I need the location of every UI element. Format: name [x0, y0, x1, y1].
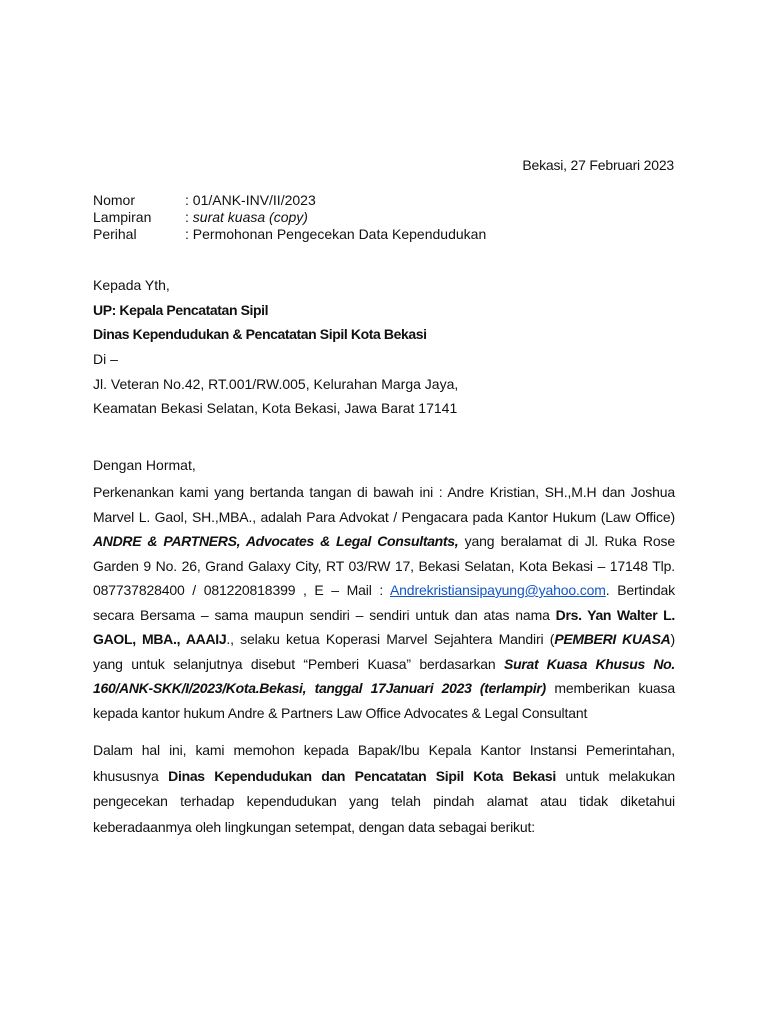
meta-value-perihal: : Permohonan Pengecekan Data Kependudukan: [185, 226, 487, 242]
firm-name: ANDRE & PARTNERS, Advocates & Legal Consultants,: [93, 533, 459, 549]
p1-text-6: memberikan kuasa kepada kantor hukum Andre & Partners Law Office Advocates & Legal Consultant: [93, 680, 675, 721]
greeting: Dengan Hormat,: [93, 457, 196, 473]
letter-date: Bekasi, 27 Februari 2023: [522, 157, 674, 173]
meta-row-nomor: [93, 192, 486, 209]
p2-text-2: untuk melakukan pengecekan terhadap kependudukan yang telah pindah alamat atau tidak diketahui keberadaanmya oleh lingkungan setempat, dengan data sebagai berikut:: [93, 767, 675, 835]
p1-text-1: Perkenankan kami yang bertanda tangan di bawah ini : Andre Kristian, SH.,M.H dan Joshua Marvel L. Gaol, SH.,MBA., adalah Para Advokat / Pengacara pada Kantor Hukum (Law Office): [93, 484, 675, 525]
client-name: Drs. Yan Walter L. GAOL, MBA., AAAIJ: [93, 606, 675, 647]
email-link[interactable]: Andrekristiansipayung@yahoo.com: [389, 582, 606, 598]
recipient-address-line1: Jl. Veteran No.42, RT.001/RW.005, Kelurahan Marga Jaya,: [93, 375, 459, 392]
meta-key-lampiran: Lampiran: [93, 209, 152, 225]
meta-value-nomor: : 01/ANK-INV/II/2023: [185, 192, 316, 208]
paragraph-request: [93, 738, 675, 840]
p2-office-name: Dinas Kependudukan dan Pencatatan Sipil Kota Bekasi: [168, 767, 556, 784]
meta-key-nomor: Nomor: [93, 192, 136, 208]
recipient-up: UP: Kepala Pencatatan Sipil: [93, 301, 269, 318]
meta-value-lampiran-prefix: :: [185, 209, 193, 225]
recipient-di: Di –: [93, 351, 118, 368]
meta-row-lampiran: [93, 209, 486, 226]
recipient-address-line2: Keamatan Bekasi Selatan, Kota Bekasi, Jawa Barat 17141: [93, 400, 458, 417]
meta-key-perihal: Perihal: [93, 226, 137, 242]
letter-meta: [93, 192, 486, 243]
p1-text-5: ) yang untuk selanjutnya disebut “Pemberi Kuasa” berdasarkan: [93, 631, 675, 672]
p1-text-2: yang beralamat di Jl. Ruka Rose Garden 9 No. 26, Grand Galaxy City, RT 03/RW 17, Bekasi Selatan, Kota Bekasi – 17148 Tlp. 087737828400 / 081220818399 , E – Mail :: [93, 533, 675, 598]
recipient-office: Dinas Kependudukan & Pencatatan Sipil Kota Bekasi: [93, 326, 427, 343]
paragraph-intro: [93, 480, 675, 725]
surat-kuasa-reference: Surat Kuasa Khusus No. 160/ANK-SKK/I/2023/Kota.Bekasi, tanggal 17Januari 2023 (terlampir): [93, 655, 676, 696]
p2-text-1: Dalam hal ini, kami memohon kepada Bapak/Ibu Kepala Kantor Instansi Pemerintahan, khususnya: [93, 742, 675, 784]
meta-row-perihal: [93, 226, 486, 243]
p1-text-3: . Bertindak secara Bersama – sama maupun sendiri – sendiri untuk dan atas nama: [93, 582, 675, 623]
meta-value-lampiran: surat kuasa (copy): [192, 209, 308, 225]
pemberi-kuasa: PEMBERI KUASA: [554, 631, 671, 647]
recipient-block: [93, 277, 458, 425]
recipient-salutation: Kepada Yth,: [93, 277, 170, 293]
p1-text-4: ., selaku ketua Koperasi Marvel Sejahtera Mandiri (: [226, 631, 555, 647]
